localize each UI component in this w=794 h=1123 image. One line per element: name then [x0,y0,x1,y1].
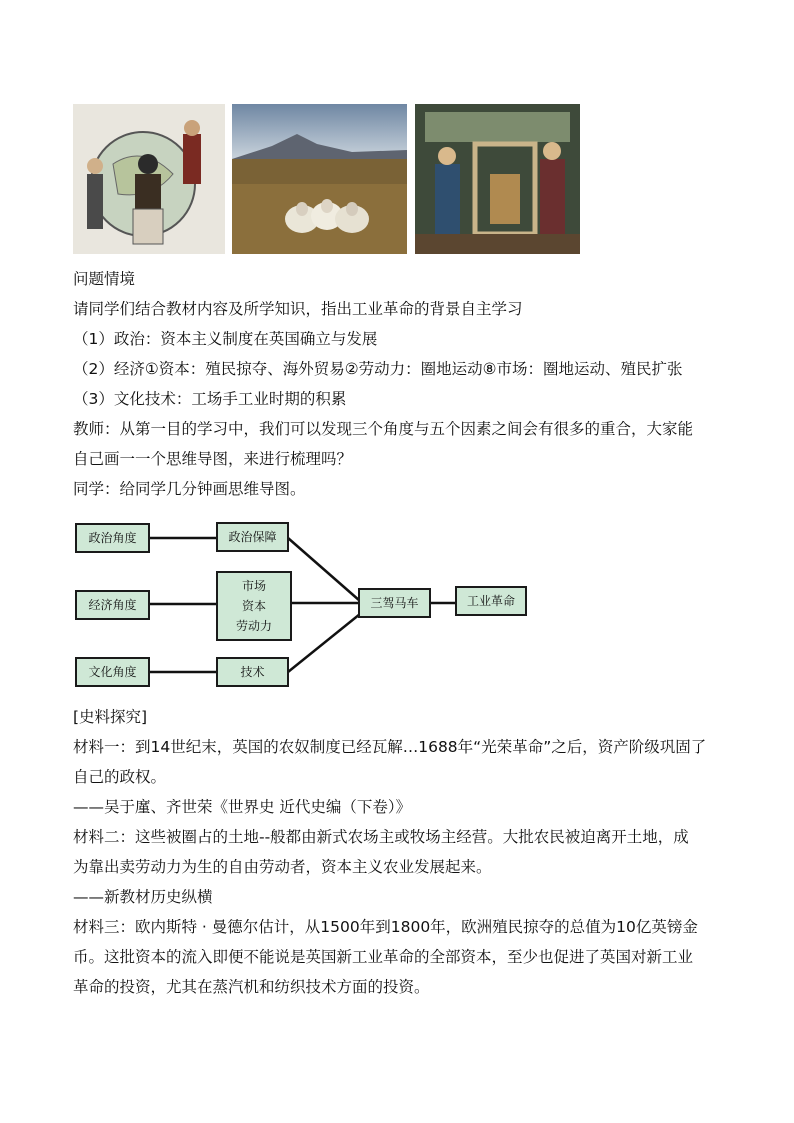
cultural-angle-node: 文化角度 [75,657,150,687]
political-angle-node: 政治角度 [75,523,150,553]
material-text: 材料三：欧内斯特 · 曼德尔估计，从1500年到1800年，欧洲殖民掠夺的总值为10亿英镑金 [73,918,698,936]
list-item: （3）文化技术：工场手工业时期的积累 [73,390,347,408]
material-text: 材料二：这些被圈占的土地--般都由新式农场主或牧场主经营。大批农民被迫离开土地，成 [73,828,689,846]
citation: ——吴于廑、齐世荣《世界史 近代史编（下卷）》 [73,798,412,816]
list-item: （2）经济①资本：殖民掠夺、海外贸易②劳动力：圈地运动⑧市场：圈地运动、殖民扩张 [73,360,683,378]
economic-factors-node [216,571,292,641]
student-text: 同学：给同学几分钟画思维导图。 [73,480,306,498]
material-text: 为靠出卖劳动力为生的自由劳动者，资本主义农业发展起来。 [73,858,492,876]
market-label: 市场 [241,579,266,593]
cartoon-illustration [73,104,225,254]
economic-angle-node: 经济角度 [75,590,150,620]
material-text: 币。这批资本的流入即便不能说是英国新工业革命的全部资本，至少也促进了英国对新工业 [73,948,694,966]
technology-node: 技术 [216,657,289,687]
section-heading: 问题情境 [73,270,136,288]
list-item: （1）政治：资本主义制度在英国确立与发展 [73,330,378,348]
labor-label: 劳动力 [235,619,272,633]
prompt-text: 请同学们结合教材内容及所学知识，指出工业革命的背景自主学习 [73,300,523,318]
troika-node: 三驾马车 [358,588,431,618]
intro-section [73,264,693,504]
material-text: 材料一：到14世纪末，英国的农奴制度已经瓦解…1688年“光荣革命”之后，资产阶级巩固了 [73,738,707,756]
capital-label: 资本 [241,599,266,613]
political-guarantee-node: 政治保障 [216,522,289,552]
citation: ——新教材历史纵横 [73,888,213,906]
material-text: 革命的投资，尤其在蒸汽机和纺织技术方面的投资。 [73,978,430,996]
printing-workshop-illustration [415,104,580,254]
sheep-landscape-photo [232,104,407,254]
material-text: 自己的政权。 [73,768,167,786]
teacher-text: 教师：从第一目的学习中，我们可以发现三个角度与五个因素之间会有很多的重合，大家能 [73,420,694,438]
industrial-revolution-node: 工业革命 [455,586,527,616]
mind-map [73,516,533,692]
teacher-text: 自己画一一个思维导图，来进行梳理吗？ [73,450,353,468]
sources-section [73,702,706,1002]
section-heading: [史料探究] [73,708,148,726]
